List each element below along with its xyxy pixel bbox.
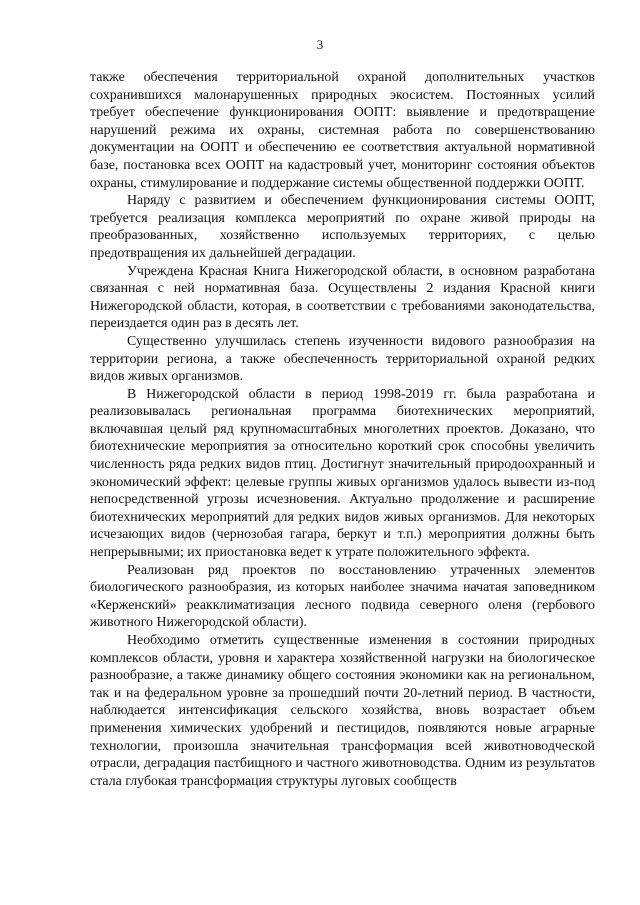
body-text bbox=[90, 69, 595, 790]
paragraph-3: Учреждена Красная Книга Нижегородской области, в основном разработана связанная с ней нормативная база. Осуществлены 2 издания Красной книги Нижегородской области, которая, в соответствии с требованиями законодательства, переиздается один раз в десять лет. bbox=[90, 263, 595, 332]
paragraph-6: Реализован ряд проектов по восстановлению утраченных элементов биологического разнообразия, из которых наиболее значима начатая заповедником «Керженский» реакклиматизация лесного подвида северного оленя (гербового животного Нижегородской области). bbox=[90, 562, 595, 631]
paragraph-5: В Нижегородской области в период 1998-2019 гг. была разработана и реализовывалась региональная программа биотехнических мероприятий, включавшая целый ряд крупномасштабных многолетних проектов. Доказано, что биотехнические мероприятия за относительно короткий срок способны увеличить численность ряда редких видов птиц. Достигнут значительный природоохранный и экономический эффект: целевые группы живых организмов удалось вывести из-под непосредственной угрозы исчезновения. Актуально продолжение и расширение биотехнических мероприятий для редких видов живых организмов. Для некоторых исчезающих видов (чернозобая гагара, беркут и т.п.) мероприятия должны быть непрерывными; их приостановка ведет к утрате положительного эффекта. bbox=[90, 386, 595, 561]
paragraph-7: Необходимо отметить существенные изменения в состоянии природных комплексов области, уровня и характера хозяйственной нагрузки на биологическое разнообразие, а также динамику общего состояния экономики как на региональном, так и на федеральном уровне за прошедший почти 20-летний период. В частности, наблюдается интенсификация сельского хозяйства, вновь возрастает объем применения химических удобрений и пестицидов, появляются новые аграрные технологии, произошла значительная трансформация всей животноводческой отрасли, деградация пастбищного и частного животноводства. Одним из результатов стала глубокая трансформация структуры луговых сообществ bbox=[90, 633, 595, 789]
paragraph-4: Существенно улучшилась степень изученности видового разнообразия на территории региона, а также обеспеченность территориальной охраной редких видов живых организмов. bbox=[90, 333, 595, 385]
page-number: 3 bbox=[316, 37, 324, 52]
paragraph-2: Наряду с развитием и обеспечением функционирования системы ООПТ, требуется реализация комплекса мероприятий по охране живой природы на преобразованных, хозяйственно используемых территориях, с целью предотвращения их дальнейшей деградации. bbox=[90, 193, 595, 261]
paragraph-1: также обеспечения территориальной охраной дополнительных участков сохранившихся малонарушенных природных экосистем. Постоянных усилий требует обеспечение функционирования ООПТ: выявление и предотвращение нарушений режима их охраны, системная работа по совершенствованию документации на ООПТ и обеспечению ее соответствия актуальной нормативной базе, постановка всех ООПТ на кадастровый учет, мониторинг состояния объектов охраны, стимулирование и поддержание системы общественной поддержки ООПТ. bbox=[90, 70, 595, 191]
